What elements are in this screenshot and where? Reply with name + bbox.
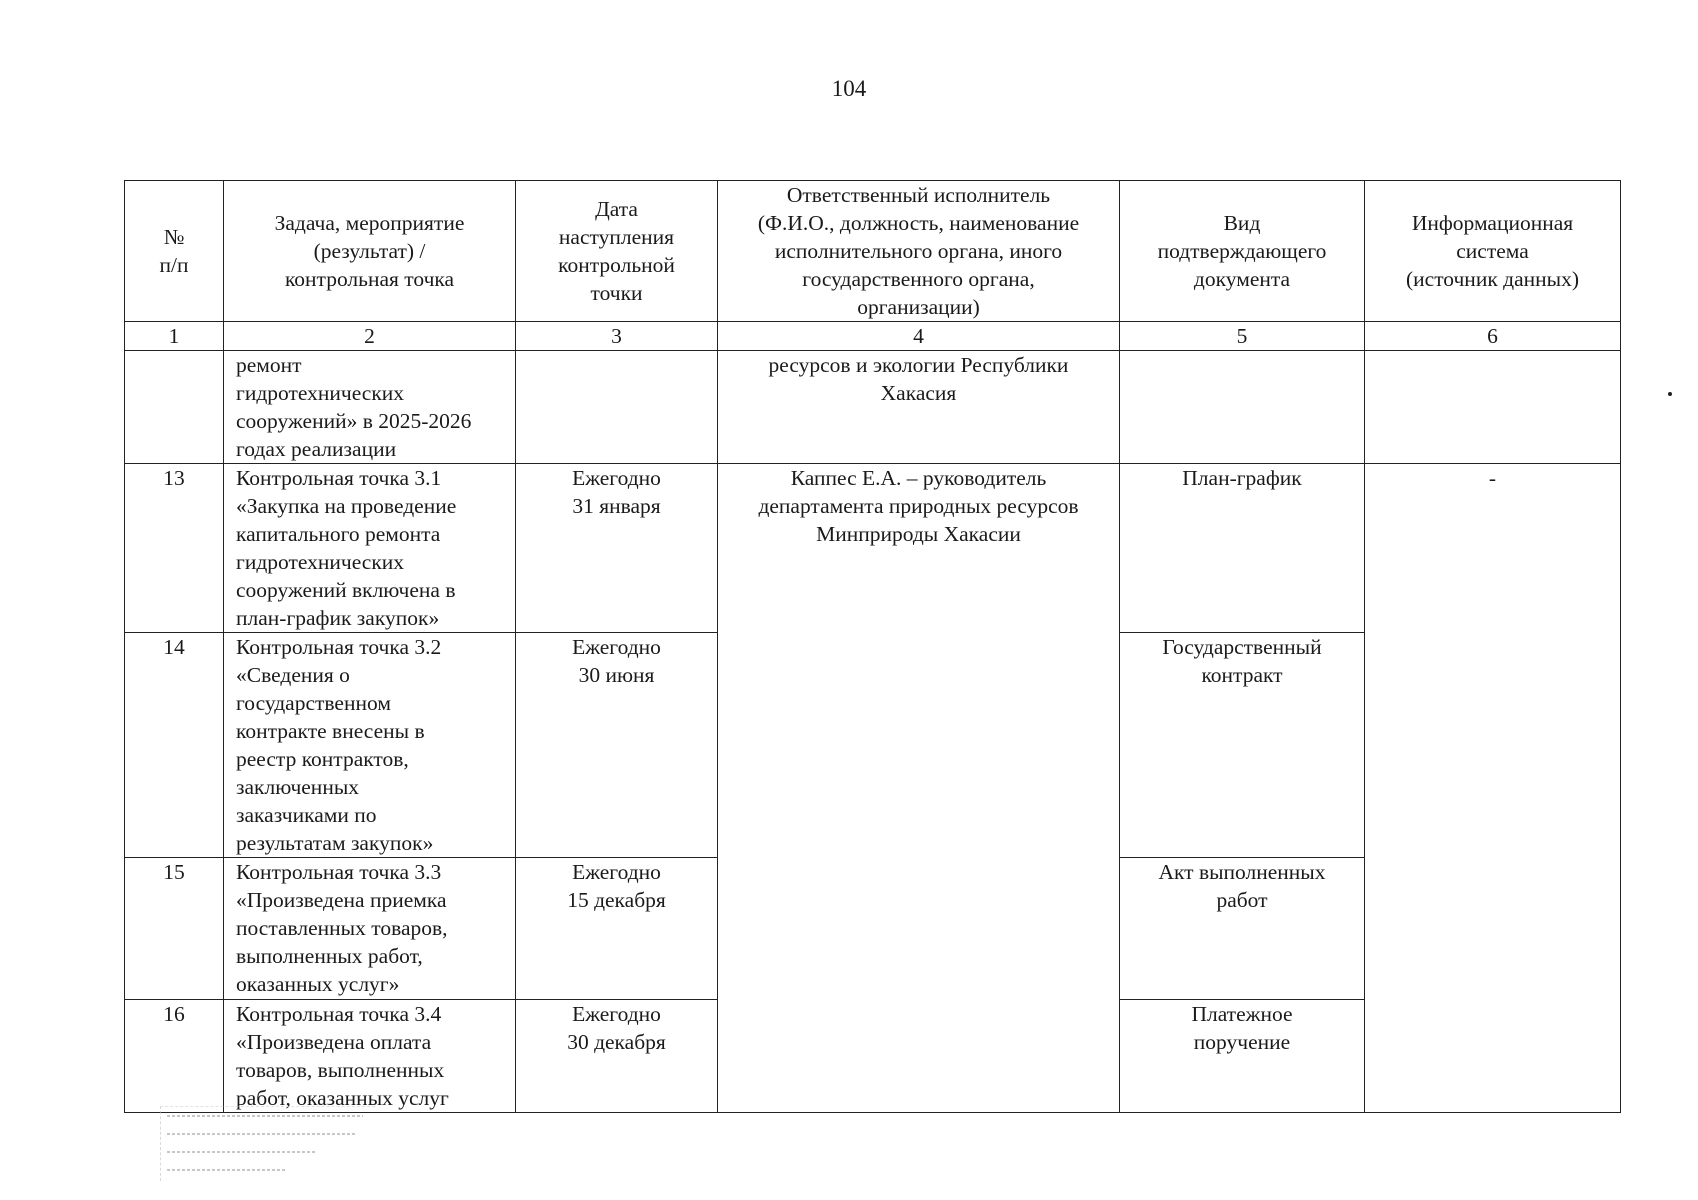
document-cell	[1120, 633, 1365, 858]
text-line: (Ф.И.О., должность, наименование	[757, 211, 1080, 235]
text-line: исполнительного органа, иного	[774, 239, 1063, 263]
text-line: Вид	[1223, 211, 1261, 235]
task-cell	[224, 858, 516, 1000]
date-cell	[516, 1000, 718, 1113]
text-line: Контрольная точка 3.4	[236, 1002, 442, 1026]
text-line: «Произведена оплата	[236, 1030, 432, 1054]
text-line: №	[163, 225, 185, 249]
text-line: Ежегодно	[572, 635, 661, 659]
text-line: 30 декабря	[567, 1030, 666, 1054]
text-line: Минприроды Хакасии	[816, 522, 1021, 546]
text-line: 15 декабря	[567, 888, 666, 912]
column-number: 1	[125, 322, 224, 351]
text-line: 31 января	[572, 494, 661, 518]
row-number-cell: 14	[125, 633, 224, 858]
text-line: годах реализации	[236, 437, 397, 461]
text-line: гидротехнических	[236, 550, 405, 574]
text-line: Ежегодно	[572, 466, 661, 490]
executor-cell	[718, 464, 1120, 1113]
text-line: заказчиками по	[236, 803, 377, 827]
text-line: Дата	[595, 197, 638, 221]
text-line: Ежегодно	[572, 860, 661, 884]
text-line: товаров, выполненных	[236, 1058, 445, 1082]
scan-dot-mark	[1668, 392, 1672, 396]
text-line: организации)	[857, 295, 980, 319]
text-line: Информационная	[1411, 211, 1574, 235]
date-cell	[516, 858, 718, 1000]
text-line: государственном	[236, 691, 391, 715]
text-line: реестр контрактов,	[236, 747, 409, 771]
text-line: контракт	[1201, 663, 1283, 687]
header-executor	[718, 181, 1120, 322]
text-line: «Произведена приемка	[236, 888, 447, 912]
column-number: 5	[1120, 322, 1365, 351]
column-number: 4	[718, 322, 1120, 351]
table-row-continuation	[125, 351, 1621, 464]
control-points-table	[124, 180, 1621, 1113]
text-line: план-график закупок»	[236, 606, 440, 630]
text-line: результатам закупок»	[236, 831, 434, 855]
task-cell	[224, 464, 516, 633]
text-line: сооружений включена в	[236, 578, 456, 602]
text-line: п/п	[159, 253, 189, 277]
text-line: капитального ремонта	[236, 522, 441, 546]
text-line: документа	[1193, 267, 1291, 291]
header-document	[1120, 181, 1365, 322]
row-number-cell: 15	[125, 858, 224, 1000]
text-line: Государственный	[1162, 635, 1322, 659]
column-number: 2	[224, 322, 516, 351]
page-number: 104	[831, 76, 867, 101]
text-line: подтверждающего	[1157, 239, 1327, 263]
text-line: Платежное	[1191, 1002, 1293, 1026]
row-number-cell: 16	[125, 1000, 224, 1113]
text-line: контрольной	[558, 253, 675, 277]
text-line: наступления	[558, 225, 675, 249]
row-number-cell: 13	[125, 464, 224, 633]
text-line: контрольная точка	[284, 267, 455, 291]
date-cell	[516, 351, 718, 464]
text-line: Акт выполненных	[1158, 860, 1326, 884]
header-info-system	[1365, 181, 1621, 322]
text-line: Контрольная точка 3.1	[236, 466, 442, 490]
task-cell	[224, 351, 516, 464]
date-cell	[516, 633, 718, 858]
text-line: поставленных товаров,	[236, 916, 448, 940]
header-task	[224, 181, 516, 322]
header-number	[125, 181, 224, 322]
text-line: Контрольная точка 3.2	[236, 635, 442, 659]
text-line: контракте внесены в	[236, 719, 425, 743]
text-line: (источник данных)	[1405, 267, 1579, 291]
info-system-cell: -	[1365, 464, 1621, 1113]
text-line: ремонт	[236, 353, 302, 377]
column-number: 6	[1365, 322, 1621, 351]
text-line: сооружений» в 2025-2026	[236, 409, 472, 433]
task-cell	[224, 633, 516, 858]
text-line: Ежегодно	[572, 1002, 661, 1026]
date-cell	[516, 464, 718, 633]
text-line: 30 июня	[578, 663, 655, 687]
text-line: Задача, мероприятие	[274, 211, 465, 235]
document-cell	[1120, 464, 1365, 633]
text-line: Ответственный исполнитель	[786, 183, 1051, 207]
document-cell	[1120, 351, 1365, 464]
text-line: департамента природных ресурсов	[758, 494, 1079, 518]
text-line: точки	[590, 281, 643, 305]
text-line: поручение	[1193, 1030, 1291, 1054]
text-line: «Сведения о	[236, 663, 350, 687]
text-line: Контрольная точка 3.3	[236, 860, 442, 884]
header-row	[125, 181, 1621, 322]
row-number-cell	[125, 351, 224, 464]
column-number: 3	[516, 322, 718, 351]
text-line: оказанных услуг»	[236, 972, 400, 996]
executor-cell	[718, 351, 1120, 464]
text-line: «Закупка на проведение	[236, 494, 457, 518]
text-line: система	[1456, 239, 1529, 263]
table-row	[125, 464, 1621, 633]
text-line: (результат) /	[313, 239, 426, 263]
text-line: План-график	[1182, 466, 1302, 490]
text-line: ресурсов и экологии Республики	[768, 353, 1069, 377]
task-cell	[224, 1000, 516, 1113]
text-line: выполненных работ,	[236, 944, 423, 968]
text-line: заключенных	[236, 775, 360, 799]
text-line: Каппес Е.А. – руководитель	[790, 466, 1047, 490]
document-cell	[1120, 1000, 1365, 1113]
faded-stamp	[160, 1106, 375, 1181]
text-line: работ	[1216, 888, 1268, 912]
text-line: государственного органа,	[802, 267, 1035, 291]
text-line: работ, оказанных услуг	[236, 1086, 449, 1110]
text-line: Хакасия	[880, 381, 957, 405]
header-date	[516, 181, 718, 322]
column-numbers-row	[125, 322, 1621, 351]
info-system-cell	[1365, 351, 1621, 464]
text-line: гидротехнических	[236, 381, 405, 405]
document-cell	[1120, 858, 1365, 1000]
